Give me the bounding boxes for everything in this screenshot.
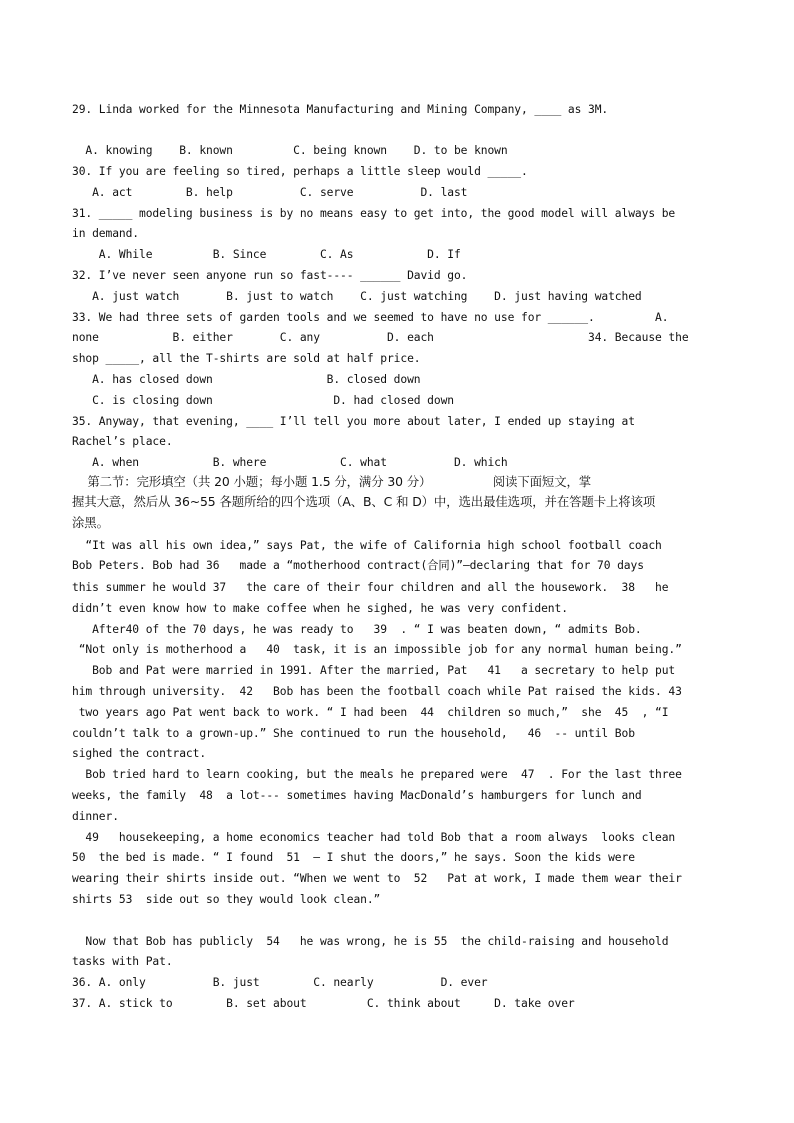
passage-line: tasks with Pat. (72, 955, 173, 968)
question-37: 37. A. stick to B. set about C. think about D. take over (72, 997, 575, 1010)
passage-line: After40 of the 70 days, he was ready to 39 . “ I was beaten down, “ admits Bob. (72, 623, 642, 636)
passage-line: didn’t even know how to make coffee when he sighed, he was very confident. (72, 602, 568, 615)
passage-line: 49 housekeeping, a home economics teacher had told Bob that a room always looks clean (72, 831, 676, 844)
passage-line: this summer he would 37 the care of their four children and all the housework. 38 he (72, 581, 669, 594)
question-34-options-ab: A. has closed down B. closed down (72, 373, 421, 386)
passage-line: sighed the contract. (72, 747, 207, 760)
question-32: 32. I’ve never seen anyone run so fast---- ______ David go. (72, 269, 468, 282)
section-instructions-cont: 涂黑。 (72, 515, 109, 530)
section-instructions: 握其大意，然后从 36~55 各题所给的四个选项（A、B、C 和 D）中，选出最佳选项，并在答题卡上将该项 (72, 494, 656, 509)
passage-line: Now that Bob has publicly 54 he was wrong, he is 55 the child-raising and household (72, 935, 669, 948)
question-33: 33. We had three sets of garden tools and we seemed to have no use for ______. A. (72, 311, 669, 324)
passage-line: dinner. (72, 810, 119, 823)
question-31-options: A. While B. Since C. As D. If (72, 248, 461, 261)
question-32-options: A. just watch B. just to watch C. just watching D. just having watched (72, 290, 642, 303)
question-34-options-cd: C. is closing down D. had closed down (72, 394, 454, 407)
passage-line: two years ago Pat went back to work. “ I had been 44 children so much,” she 45 , “I (72, 706, 669, 719)
passage-line: wearing their shirts inside out. “When we went to 52 Pat at work, I made them wear their (72, 872, 682, 885)
passage-line: shirts 53 side out so they would look clean.” (72, 893, 381, 906)
passage-line: Bob tried hard to learn cooking, but the meals he prepared were 47 . For the last three (72, 768, 682, 781)
passage-line: “It was all his own idea,” says Pat, the wife of California high school football coach (72, 539, 662, 552)
passage-line: weeks, the family 48 a lot--- sometimes having MacDonald’s hamburgers for lunch and (72, 789, 642, 802)
question-35: 35. Anyway, that evening, ____ I’ll tell you more about later, I ended up staying at (72, 415, 635, 428)
question-36: 36. A. only B. just C. nearly D. ever (72, 976, 488, 989)
question-33-options: none B. either C. any D. each 34. Because the (72, 331, 689, 344)
section-heading: 第二节：完形填空（共 20 小题；每小题 1.5 分，满分 30 分） 阅读下面短文，掌 (72, 474, 592, 489)
question-31-cont: in demand. (72, 227, 140, 240)
question-29-options: A. knowing B. known C. being known D. to be known (72, 144, 508, 157)
question-30: 30. If you are feeling so tired, perhaps a little sleep would _____. (72, 165, 528, 178)
question-35-cont: Rachel’s place. (72, 435, 173, 448)
question-35-options: A. when B. where C. what D. which (72, 456, 508, 469)
passage-line: Bob Peters. Bob had 36 made a “motherhood contract(合同)”—declaring that for 70 days (72, 559, 644, 572)
passage-line: 50 the bed is made. “ I found 51 – I shut the doors,” he says. Soon the kids were (72, 851, 635, 864)
question-34: shop _____, all the T-shirts are sold at half price. (72, 352, 421, 365)
question-31: 31. _____ modeling business is by no means easy to get into, the good model will always be (72, 207, 676, 220)
passage-line: “Not only is motherhood a 40 task, it is an impossible job for any normal human being.” (72, 643, 682, 656)
passage-line: couldn’t talk to a grown-up.” She continued to run the household, 46 -- until Bob (72, 727, 635, 740)
question-30-options: A. act B. help C. serve D. last (72, 186, 468, 199)
passage-line: him through university. 42 Bob has been the football coach while Pat raised the kids. 43 (72, 685, 682, 698)
question-29: 29. Linda worked for the Minnesota Manufacturing and Mining Company, ____ as 3M. (72, 103, 609, 116)
passage-line: Bob and Pat were married in 1991. After the married, Pat 41 a secretary to help put (72, 664, 676, 677)
